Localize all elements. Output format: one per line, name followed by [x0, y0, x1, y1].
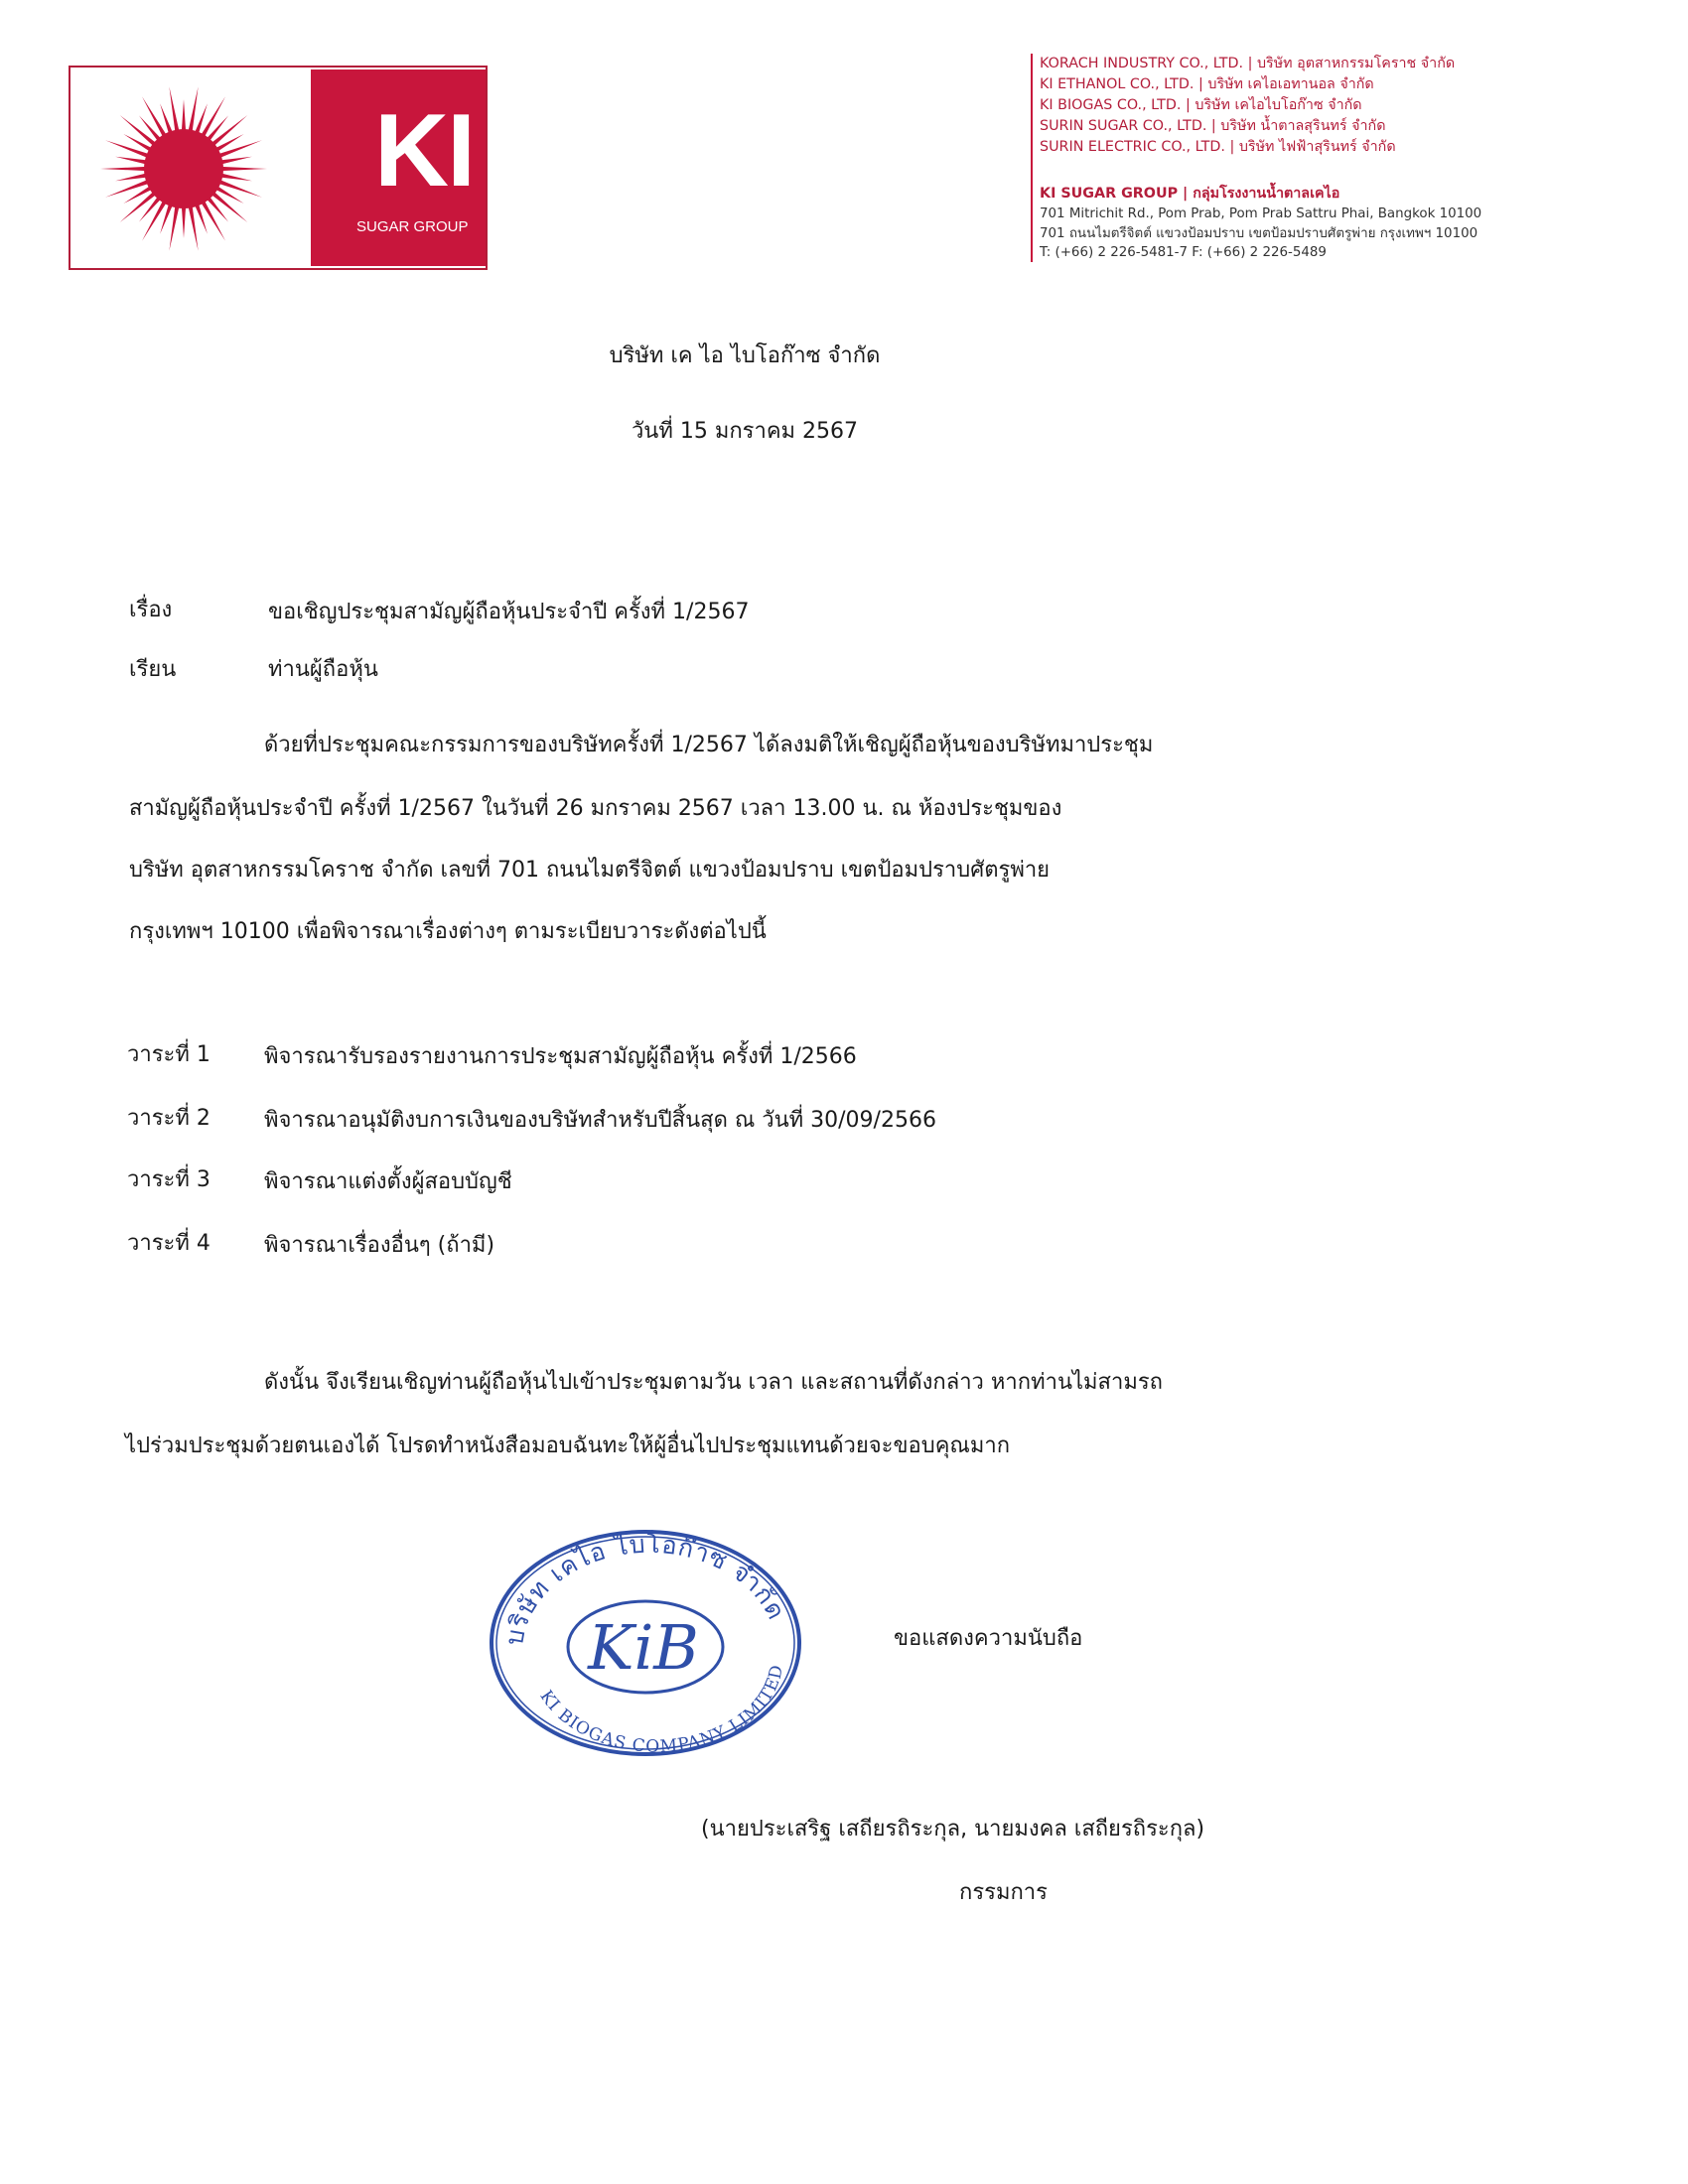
subject-text: ขอเชิญประชุมสามัญผู้ถือหุ้นประจำปี ครั้งที่ 1/2567: [268, 600, 750, 624]
group-title: KI SUGAR GROUP | กลุ่มโรงงานน้ำตาลเคไอ: [1040, 186, 1340, 202]
agenda-item: พิจารณาอนุมัติงบการเงินของบริษัทสำหรับปีสิ้นสุด ณ วันที่ 30/09/2566: [264, 1108, 936, 1133]
paragraph-line: สามัญผู้ถือหุ้นประจำปี ครั้งที่ 1/2567 ในวันที่ 26 มกราคม 2567 เวลา 13.00 น. ณ ห้องประชุมของ: [129, 796, 1062, 821]
sun-ray: [139, 197, 161, 222]
paragraph-line: บริษัท อุตสาหกรรมโคราช จำกัด เลขที่ 701 ถนนไมตรีจิตต์ แขวงป้อมปราบ เขตป้อมปราบศัตรูพ่าย: [129, 858, 1051, 883]
paragraph-line: ดังนั้น จึงเรียนเชิญท่านผู้ถือหุ้นไปเข้าประชุมตามวัน เวลา และสถานที่ดังกล่าว หากท่านไม่สามรถ: [264, 1370, 1163, 1395]
sun-ray: [169, 205, 179, 251]
company-line: KI ETHANOL CO., LTD. | บริษัท เคไอเอทานอล จำกัด: [1040, 76, 1374, 92]
company-line: KI BIOGAS CO., LTD. | บริษัท เคไอไบโอก๊าซ จำกัด: [1040, 97, 1362, 113]
sun-ray: [201, 96, 225, 137]
agenda-label: วาระที่ 2: [127, 1106, 211, 1131]
sun-ray: [182, 99, 186, 131]
letter-date: วันที่ 15 มกราคม 2567: [631, 419, 859, 444]
seal-bottom-text: KI BIOGAS COMPANY LIMITED: [535, 1662, 788, 1757]
agenda-label: วาระที่ 1: [127, 1042, 211, 1067]
sun-ray: [142, 201, 167, 241]
company-line: SURIN SUGAR CO., LTD. | บริษัท น้ำตาลสุรินทร์ จำกัด: [1040, 118, 1386, 134]
to-text: ท่านผู้ถือหุ้น: [268, 657, 378, 682]
sun-ray: [189, 86, 199, 132]
subject-label: เรื่อง: [129, 598, 173, 622]
header-divider: [1031, 54, 1033, 262]
sun-ray: [169, 86, 179, 132]
sun-ray: [105, 140, 149, 158]
sun-ray: [100, 167, 146, 171]
closing-text: ขอแสดงความนับถือ: [894, 1626, 1083, 1651]
company-list: [1040, 54, 1675, 158]
group-address-block: [1040, 184, 1675, 263]
sun-ray: [201, 201, 225, 241]
sun-ray: [105, 180, 149, 198]
sun-ray: [207, 197, 228, 222]
sun-ray: [218, 180, 262, 198]
sun-ray: [115, 157, 147, 165]
agenda-item: พิจารณาแต่งตั้งผู้สอบบัญชี: [264, 1169, 512, 1194]
ki-sugar-group-logo: [69, 66, 488, 270]
company-line: KORACH INDUSTRY CO., LTD. | บริษัท อุตสาหกรรมโคราช จำกัด: [1040, 56, 1456, 71]
agenda-label: วาระที่ 4: [127, 1231, 211, 1256]
logo-subtitle: SUGAR GROUP: [356, 218, 469, 235]
sun-ray: [189, 205, 199, 251]
signatory-position: กรรมการ: [959, 1880, 1048, 1905]
agenda-label: วาระที่ 3: [127, 1167, 211, 1192]
sun-burst-icon: [84, 81, 283, 256]
to-label: เรียน: [129, 657, 177, 682]
paragraph-line: ไปร่วมประชุมด้วยตนเองได้ โปรดทำหนังสือมอบฉันทะให้ผู้อื่นไปประชุมแทนด้วยจะขอบคุณมาก: [125, 1433, 1011, 1458]
phone-fax: T: (+66) 2 226-5481-7 F: (+66) 2 226-5489: [1040, 245, 1327, 260]
sun-ray: [220, 157, 252, 165]
paragraph-line: กรุงเทพฯ 10100 เพื่อพิจารณาเรื่องต่างๆ ตามระเบียบวาระดังต่อไปนี้: [129, 919, 767, 944]
sun-ray: [142, 96, 167, 137]
sun-ray: [115, 174, 147, 182]
address-th: 701 ถนนไมตรีจิตต์ แขวงป้อมปราบ เขตป้อมปราบศัตรูพ่าย กรุงเทพฯ 10100: [1040, 225, 1478, 241]
sun-ray: [182, 206, 186, 238]
company-name-heading: บริษัท เค ไอ ไบโอก๊าซ จำกัด: [609, 343, 881, 368]
logo-red-panel: [311, 69, 486, 266]
sun-ray: [139, 115, 161, 141]
logo-mark: KI: [374, 93, 474, 208]
signatory-names: (นายประเสริฐ เสถียรถิระกุล, นายมงคล เสถียรถิระกุล): [701, 1817, 1205, 1842]
company-line: SURIN ELECTRIC CO., LTD. | บริษัท ไฟฟ้าสุรินทร์ จำกัด: [1040, 139, 1396, 155]
agenda-item: พิจารณารับรองรายงานการประชุมสามัญผู้ถือหุ้น ครั้งที่ 1/2566: [264, 1044, 857, 1069]
address-en: 701 Mitrichit Rd., Pom Prab, Pom Prab Sattru Phai, Bangkok 10100: [1040, 206, 1482, 221]
agenda-item: พิจารณาเรื่องอื่นๆ (ถ้ามี): [264, 1233, 495, 1258]
sun-ray: [207, 115, 228, 141]
sun-ray: [218, 140, 262, 158]
sun-ray: [221, 167, 267, 171]
company-seal-stamp: [485, 1522, 804, 1760]
paragraph-line: ด้วยที่ประชุมคณะกรรมการของบริษัทครั้งที่ 1/2567 ได้ลงมติให้เชิญผู้ถือหุ้นของบริษัทมาประชุม: [264, 733, 1154, 757]
seal-monogram: KiB: [588, 1611, 699, 1684]
sun-ray: [220, 174, 252, 182]
seal-top-text: บริษัท เคไอ ไบโอก๊าซ จำกัด: [499, 1529, 791, 1648]
